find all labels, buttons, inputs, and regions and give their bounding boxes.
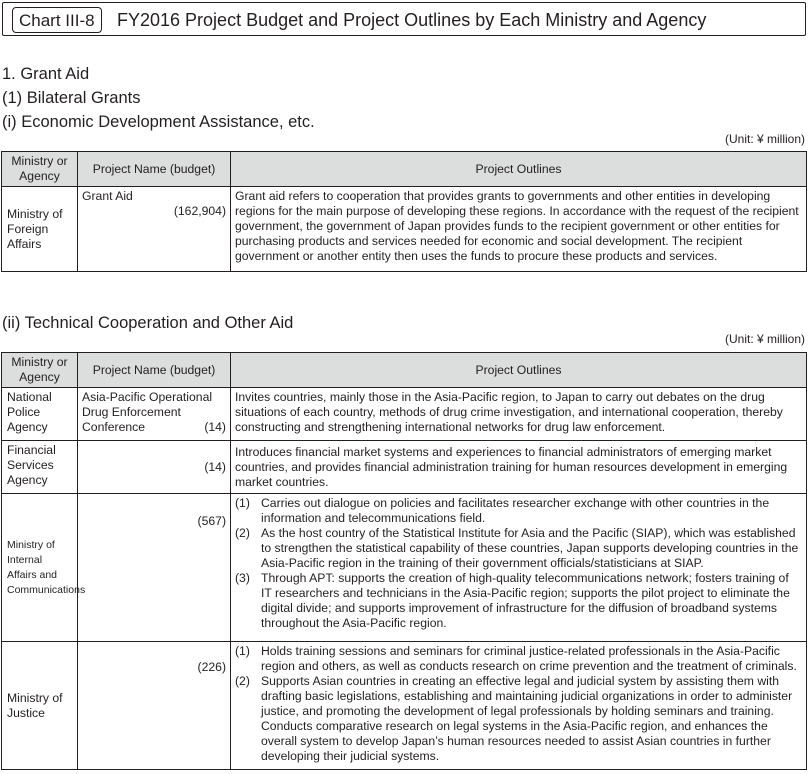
col-header-outline: Project Outlines	[231, 152, 807, 187]
item-text: Through APT: supports the creation of high-quality telecommunications network; fosters training of IT researchers and technicians in the Asia-Pacific region; supports the pilot project to eliminate the digital divide; and supports improvement of infrastructure for the diffusion of broadband systems throughout the Asia-Pacific region.	[261, 571, 790, 630]
budget-table-2	[1, 352, 807, 770]
project-cell	[78, 187, 231, 272]
project-name: Asia-Pacific Operational Drug Enforcement Conference	[82, 390, 213, 434]
item-text: Carries out dialogue on policies and facilitates researcher exchange with other countries in the information and telecommunications field.	[261, 496, 770, 525]
list-item	[235, 644, 802, 674]
item-number: (1)	[235, 644, 250, 658]
table-row	[2, 187, 807, 272]
list-item	[235, 674, 802, 764]
table-header-row	[2, 353, 807, 388]
project-cell	[78, 441, 231, 494]
outline-cell	[231, 494, 807, 642]
item-text: As the host country of the Statistical Institute for Asia and the Pacific (SIAP), which was established to strengthen the statistical capability of these countries, Japan supports developing countries in the Asia-Pacific region in the training of their government officials/statisticians at SIAP.	[261, 526, 799, 570]
unit-label: (Unit: ¥ million)	[724, 332, 805, 346]
list-item	[235, 526, 802, 571]
item-number: (1)	[235, 496, 250, 510]
ministry-cell: Ministry of Foreign Affairs	[2, 187, 78, 272]
page-title: FY2016 Project Budget and Project Outlines by Each Ministry and Agency	[117, 10, 707, 30]
ministry-cell: Financial Services Agency	[2, 441, 78, 494]
project-budget: (567)	[197, 514, 226, 528]
unit-label: (Unit: ¥ million)	[724, 132, 805, 146]
table-row	[2, 441, 807, 494]
project-budget: (14)	[204, 420, 226, 434]
col-header-ministry: Ministry or Agency	[2, 353, 78, 388]
item-number: (2)	[235, 526, 250, 540]
project-budget: (162,904)	[173, 204, 226, 218]
ministry-cell: Ministry of Internal Affairs and Communications	[2, 494, 78, 642]
section-heading-economic: (i) Economic Development Assistance, etc.	[2, 113, 315, 131]
col-header-ministry: Ministry or Agency	[2, 152, 78, 187]
table-header-row	[2, 152, 807, 187]
ministry-cell: Ministry of Justice	[2, 642, 78, 770]
budget-table-1	[1, 151, 807, 272]
project-cell	[78, 642, 231, 770]
outline-list	[235, 496, 802, 631]
table-row	[2, 494, 807, 642]
outline-cell: Grant aid refers to cooperation that provides grants to governments and other entities in developing regions for the main purpose of developing these regions. In accordance with the request of the recipient government, the government of Japan provides funds to the recipient government or other entities for purchasing products and services needed for economic and social development. The recipient government or another entity then uses the funds to procure these products and services.	[231, 187, 807, 272]
list-item	[235, 496, 802, 526]
ministry-cell: National Police Agency	[2, 388, 78, 441]
outline-cell: Introduces financial market systems and experiences to financial administrators of emerging market countries, and provides financial administration training for human resources development in emerging market countries.	[231, 441, 807, 494]
item-text: Holds training sessions and seminars for criminal justice-related professionals in the Asia-Pacific region and others, as well as conducts research on crime prevention and the treatment of criminals.	[261, 644, 797, 673]
chart-tag: Chart III-8	[12, 7, 102, 33]
item-number: (2)	[235, 674, 250, 688]
table-row	[2, 642, 807, 770]
section-heading-technical: (ii) Technical Cooperation and Other Aid	[2, 314, 294, 332]
outline-cell: Invites countries, mainly those in the Asia-Pacific region, to Japan to carry out debates on the drug situations of each country, methods of drug crime investigation, and international cooperation, thereby constructing and strengthening international networks for drug law enforcement.	[231, 388, 807, 441]
list-item	[235, 571, 802, 631]
project-budget: (14)	[204, 459, 226, 474]
item-text: Supports Asian countries in creating an effective legal and judicial system by assisting them with drafting basic legislations, establishing and maintaining judicial organizations in order to administer justice, and promoting the development of legal professionals by holding seminars and training. Conducts comparative research on legal systems in the Asia-Pacific region, and enhances the overall system to develop Japan’s human resources needed to assist Asian countries in further developing their judicial systems.	[261, 674, 793, 763]
project-cell	[78, 494, 231, 642]
project-budget: (226)	[197, 660, 226, 674]
chart-title-box	[2, 2, 806, 36]
item-number: (3)	[235, 571, 250, 585]
project-cell	[78, 388, 231, 441]
section-heading-bilateral: (1) Bilateral Grants	[2, 89, 141, 107]
outline-cell	[231, 642, 807, 770]
col-header-project: Project Name (budget)	[78, 353, 231, 388]
table-row	[2, 388, 807, 441]
col-header-project: Project Name (budget)	[78, 152, 231, 187]
section-heading-grant-aid: 1. Grant Aid	[2, 65, 90, 83]
project-name: Grant Aid	[82, 189, 133, 203]
col-header-outline: Project Outlines	[231, 353, 807, 388]
outline-list	[235, 644, 802, 764]
